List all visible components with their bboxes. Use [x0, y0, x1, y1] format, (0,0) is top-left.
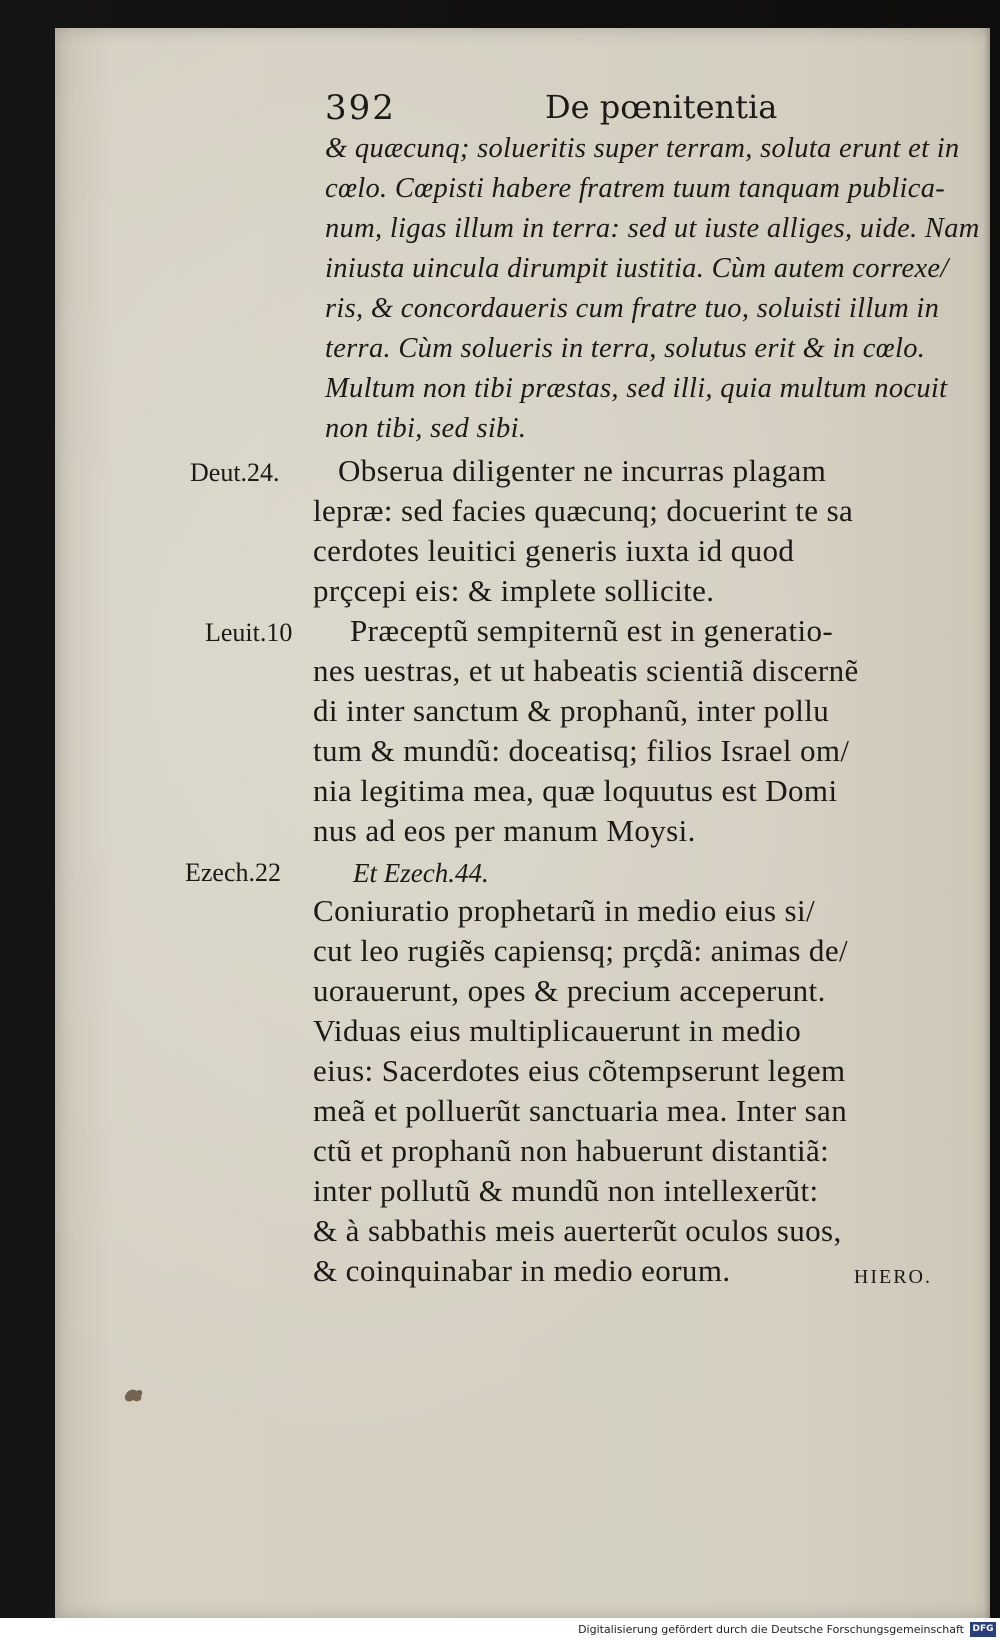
- margin-note-leuit: Leuit.10: [205, 618, 293, 647]
- text-line: & coinquinabar in medio eorum.: [313, 1253, 731, 1288]
- italic-line: & quæcunq; solueritis super terram, soluta erunt et in: [325, 133, 960, 164]
- italic-line: iniusta uincula dirumpit iustitia. Cùm autem correxe/: [325, 253, 949, 284]
- text-line: di inter sanctum & prophanũ, inter pollu: [313, 693, 830, 728]
- page-edge-shadow: [984, 28, 990, 1618]
- text-line: ctũ et prophanũ non habuerunt distantiã:: [313, 1133, 830, 1168]
- text-line: prçcepi eis: & implete sollicite.: [313, 573, 715, 608]
- text-line: cut leo rugiẽs capiensq; prçdã: animas de/: [313, 933, 849, 968]
- text-line: meã et polluerũt sanctuaria mea. Inter san: [313, 1093, 848, 1128]
- footer-bar: [0, 1618, 1000, 1640]
- italic-line: Multum non tibi præstas, sed illi, quia multum nocuit: [325, 373, 948, 404]
- text-line: Præceptũ sempiternũ est in generatio-: [350, 613, 834, 648]
- italic-line: num, ligas illum in terra: sed ut iuste alliges, uide. Nam: [325, 213, 980, 244]
- text-line: Viduas eius multiplicauerunt in medio: [313, 1013, 802, 1048]
- italic-line: non tibi, sed sibi.: [325, 413, 527, 444]
- ink-stain-icon: [123, 1386, 145, 1404]
- italic-line: cœlo. Cœpisti habere fratrem tuum tanquam publica-: [325, 173, 946, 204]
- dfg-logo: DFG: [970, 1622, 996, 1637]
- catchword: HIERO.: [853, 1266, 932, 1288]
- text-line: Obserua diligenter ne incurras plagam: [338, 453, 827, 488]
- text-line: nus ad eos per manum Moysi.: [313, 813, 696, 848]
- italic-line: ris, & concordaueris cum fratre tuo, soluisti illum in: [325, 293, 940, 324]
- text-line: lepræ: sed facies quæcunq; docuerint te sa: [313, 493, 854, 528]
- section-intro: Et Ezech.44.: [353, 858, 489, 888]
- text-line: Coniuratio prophetarũ in medio eius si/: [313, 893, 816, 928]
- text-line: & à sabbathis meis auerterũt oculos suos,: [313, 1213, 842, 1248]
- text-line: tum & mundũ: doceatisq; filios Israel om/: [313, 733, 850, 768]
- text-line: cerdotes leuitici generis iuxta id quod: [313, 533, 795, 568]
- text-line: uorauerunt, opes & precium acceperunt.: [313, 973, 826, 1008]
- text-line: eius: Sacerdotes eius cõtempserunt legem: [313, 1053, 846, 1088]
- text-line: nes uestras, et ut habeatis scientiã discernẽ: [313, 653, 859, 688]
- running-title: De pœnitentia: [545, 88, 778, 126]
- text-line: inter pollutũ & mundũ non intellexerũt:: [313, 1173, 819, 1208]
- margin-note-ezech: Ezech.22: [185, 858, 282, 887]
- footer-credit: Digitalisierung gefördert durch die Deutsche Forschungsgemeinschaft: [578, 1623, 964, 1636]
- margin-note-deut: Deut.24.: [190, 458, 280, 487]
- page-number: 392: [325, 88, 396, 128]
- text-line: nia legitima mea, quæ loquutus est Domi: [313, 773, 838, 808]
- italic-line: terra. Cùm solueris in terra, solutus erit & in cœlo.: [325, 333, 926, 364]
- book-page: [55, 28, 990, 1618]
